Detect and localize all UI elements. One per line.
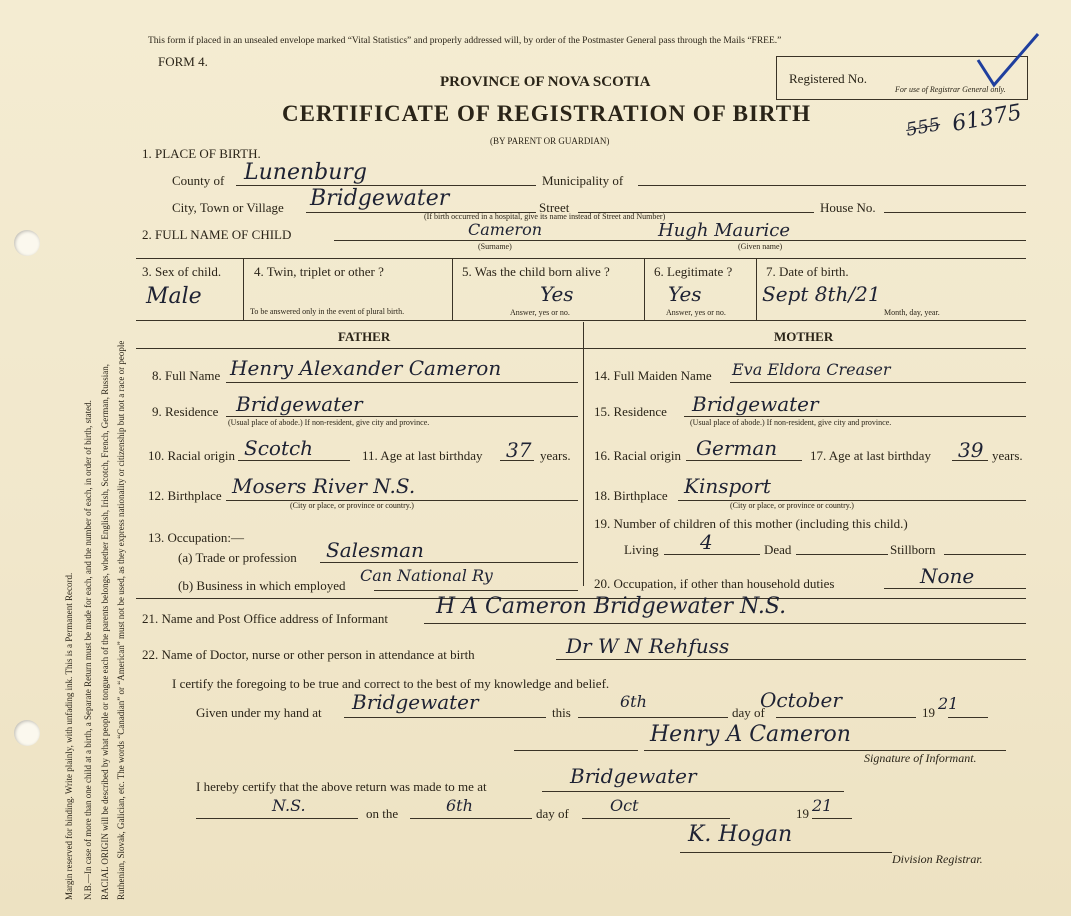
sex-label: 3. Sex of child. <box>142 264 222 279</box>
trade-label: (a) Trade or profession <box>178 550 297 565</box>
surname-value: Cameron <box>468 220 543 239</box>
mother-birthplace-note: (City or place, or province or country.) <box>730 501 854 510</box>
county-label: County of <box>172 173 225 188</box>
mother-residence-label: 15. Residence <box>594 404 667 419</box>
given-day-value: 6th <box>620 692 647 711</box>
mother-full-name-label: 14. Full Maiden Name <box>594 368 712 383</box>
father-full-name-label: 8. Full Name <box>152 368 221 383</box>
date-note: Month, day, year. <box>884 308 940 317</box>
mother-occupation-value: None <box>920 564 975 588</box>
informant-signature: Henry A Cameron <box>650 722 851 747</box>
father-age-label: 11. Age at last birthday <box>362 448 483 463</box>
signature-informant-caption: Signature of Informant. <box>864 751 977 765</box>
hospital-note: (If birth occurred in a hospital, give its name instead of Street and Number) <box>424 212 666 221</box>
twin-note: To be answered only in the event of plural birth. <box>250 307 405 316</box>
father-years: years. <box>540 448 571 463</box>
checkmark-icon <box>972 30 1042 90</box>
children-label: 19. Number of children of this mother (including this child.) <box>594 516 908 531</box>
year-prefix2: 19 <box>796 806 809 821</box>
dead-label: Dead <box>764 542 792 557</box>
mother-full-name-value: Eva Eldora Creaser <box>732 360 891 379</box>
occupation-label: 13. Occupation:— <box>148 530 245 545</box>
mother-occupation-label: 20. Occupation, if other than household duties <box>594 576 835 591</box>
city-value: Bridgewater <box>310 186 450 211</box>
registrar-month-value: Oct <box>610 796 639 815</box>
on-the-label: on the <box>366 806 399 821</box>
mother-residence-note: (Usual place of abode.) If non-resident, give city and province. <box>690 418 892 427</box>
legitimate-value: Yes <box>668 282 702 306</box>
this-label: this <box>552 705 571 720</box>
informant-value: H A Cameron Bridgewater N.S. <box>436 594 787 619</box>
father-full-name-value: Henry Alexander Cameron <box>230 356 502 380</box>
registrar-place-value: Bridgewater <box>570 764 697 788</box>
side-note-3: RACIAL ORIGIN will be described by what people or tongue each of the parents belongs, whether English, Irish, Scotch, French, German, Russian, <box>100 363 110 900</box>
doctor-value: Dr W N Rehfuss <box>566 634 730 658</box>
given-name-value: Hugh Maurice <box>658 220 790 241</box>
side-note-2: N.B.—In case of more than one child at a birth, a Separate Return must be made for each, and the number of each, in order of birth, stated. <box>83 400 93 900</box>
surname-caption: (Surname) <box>478 242 512 251</box>
business-label: (b) Business in which employed <box>178 578 346 593</box>
father-residence-value: Bridgewater <box>236 392 363 416</box>
struck-number: 555 <box>904 114 942 141</box>
city-label: City, Town or Village <box>172 200 284 215</box>
binding-hole <box>14 720 40 746</box>
twin-label: 4. Twin, triplet or other ? <box>254 264 384 279</box>
father-birthplace-note: (City or place, or province or country.) <box>290 501 414 510</box>
born-alive-value: Yes <box>540 282 574 306</box>
legitimate-label: 6. Legitimate ? <box>654 264 733 279</box>
father-racial-value: Scotch <box>244 436 314 460</box>
living-label: Living <box>624 542 659 557</box>
side-note-1: Margin reserved for binding. Write plainly, with unfading ink. This is a Permanent Record. <box>64 572 74 900</box>
street-label: Street <box>539 200 570 215</box>
father-residence-label: 9. Residence <box>152 404 219 419</box>
side-note-4: Ruthenian, Slovak, Galician, etc. The words “Canadian” or “American” must not be used, as they express nationality or citizenship but not a race or people <box>116 340 126 900</box>
registered-no-label: Registered No. <box>789 71 867 86</box>
page-title: CERTIFICATE OF REGISTRATION OF BIRTH <box>282 101 811 126</box>
registrar-signature: K. Hogan <box>688 822 793 847</box>
given-name-caption: (Given name) <box>738 242 783 251</box>
informant-label: 21. Name and Post Office address of Informant <box>142 611 388 626</box>
father-heading: FATHER <box>338 329 391 344</box>
certify-text: I certify the foregoing to be true and correct to the best of my knowledge and belief. <box>172 676 610 691</box>
mother-birthplace-label: 18. Birthplace <box>594 488 668 503</box>
mother-birthplace-value: Kinsport <box>684 474 771 498</box>
father-age-value: 37 <box>506 438 532 462</box>
born-alive-label: 5. Was the child born alive ? <box>462 264 610 279</box>
day-of-label: day of <box>732 705 765 720</box>
mail-notice: This form if placed in an unsealed envelope marked “Vital Statistics” and properly addressed will, by order of the Postmaster General pass through the Mails “FREE.” <box>148 36 782 46</box>
father-racial-label: 10. Racial origin <box>148 448 236 463</box>
given-year-value: 21 <box>938 694 959 713</box>
mother-racial-label: 16. Racial origin <box>594 448 682 463</box>
living-value: 4 <box>700 530 713 554</box>
business-value: Can National Ry <box>360 566 493 585</box>
place-of-birth-label: 1. PLACE OF BIRTH. <box>142 146 261 161</box>
date-of-birth-value: Sept 8th/21 <box>762 282 881 306</box>
father-birthplace-value: Mosers River N.S. <box>232 474 416 498</box>
father-residence-note: (Usual place of abode.) If non-resident, give city and province. <box>228 418 430 427</box>
date-of-birth-label: 7. Date of birth. <box>766 264 849 279</box>
sex-value: Male <box>146 284 202 309</box>
house-no-label: House No. <box>820 200 876 215</box>
mother-years: years. <box>992 448 1023 463</box>
registration-number: 61375 <box>950 100 1024 137</box>
trade-value: Salesman <box>326 538 424 562</box>
binding-hole <box>14 230 40 256</box>
stillborn-label: Stillborn <box>890 542 936 557</box>
hereby-label: I hereby certify that the above return was made to me at <box>196 779 487 794</box>
province-title: PROVINCE OF NOVA SCOTIA <box>440 74 651 90</box>
registrar-prov-value: N.S. <box>272 796 306 815</box>
registrar-day-value: 6th <box>446 796 473 815</box>
legitimate-note: Answer, yes or no. <box>666 308 726 317</box>
county-value: Lunenburg <box>244 160 367 185</box>
day-of2-label: day of <box>536 806 569 821</box>
mother-residence-value: Bridgewater <box>692 392 819 416</box>
given-place-value: Bridgewater <box>352 690 479 714</box>
born-alive-note: Answer, yes or no. <box>510 308 570 317</box>
registrar-use-note: For use of Registrar General only. <box>895 85 1006 94</box>
father-birthplace-label: 12. Birthplace <box>148 488 222 503</box>
subtitle: (BY PARENT OR GUARDIAN) <box>490 136 610 146</box>
given-hand-label: Given under my hand at <box>196 705 322 720</box>
municipality-label: Municipality of <box>542 173 624 188</box>
division-registrar-caption: Division Registrar. <box>892 852 983 866</box>
mother-age-value: 39 <box>958 438 984 462</box>
form-number: FORM 4. <box>158 54 208 69</box>
registrar-year-value: 21 <box>812 796 833 815</box>
doctor-label: 22. Name of Doctor, nurse or other person in attendance at birth <box>142 647 475 662</box>
mother-heading: MOTHER <box>774 329 834 344</box>
mother-age-label: 17. Age at last birthday <box>810 448 931 463</box>
given-month-value: October <box>760 688 842 712</box>
mother-racial-value: German <box>696 436 778 460</box>
full-name-label: 2. FULL NAME OF CHILD <box>142 227 292 242</box>
year-prefix: 19 <box>922 705 935 720</box>
